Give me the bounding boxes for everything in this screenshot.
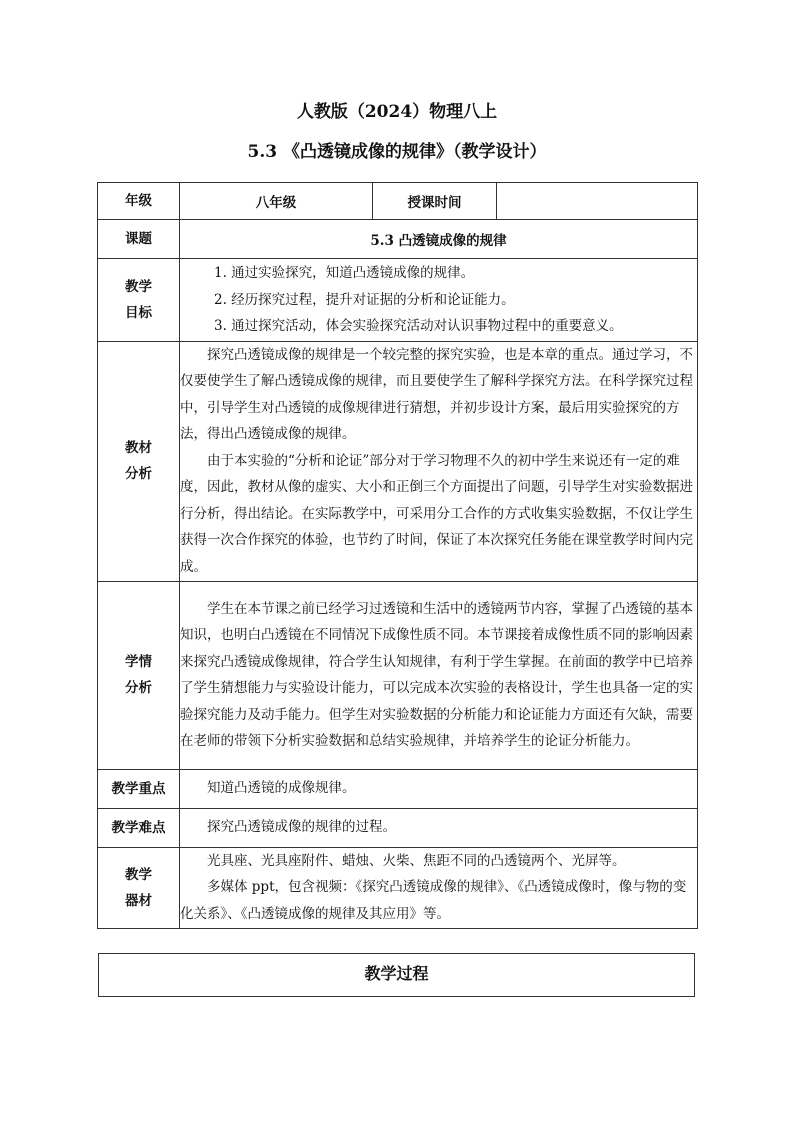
table-row bbox=[98, 769, 698, 808]
time-value bbox=[497, 183, 698, 220]
topic-value: 5.3 凸透镜成像的规律 bbox=[180, 220, 698, 259]
material-label-line: 分析 bbox=[125, 466, 152, 482]
student-paragraph: 学生在本节课之前已经学习过透镜和生活中的透镜两节内容，掌握了凸透镜的基本知识，也明白凸透镜在不同情况下成像性质不同。本节课接着成像性质不同的影响因素来探究凸透镜成像规律，符合学生认知规律，有利于学生掌握。在前面的教学中已培养了学生猜想能力与实验设计能力，可以完成本次实验的表格设计，学生也具备一定的实验探究能力及动手能力。但学生对实验数据的分析能力和论证能力方面还有欠缺，需要在老师的带领下分析实验数据和总结实验规律，并培养学生的论证分析能力。 bbox=[180, 600, 693, 749]
difficulty-cell bbox=[180, 808, 698, 847]
table-row bbox=[98, 581, 698, 769]
table-row bbox=[98, 220, 698, 259]
goals-label-line: 目标 bbox=[125, 304, 152, 321]
equipment-paragraph: 光具座、光具座附件、蜡烛、火柴、焦距不同的凸透镜两个、光屏等。 bbox=[207, 852, 626, 869]
equipment-label bbox=[98, 847, 180, 928]
equipment-cell bbox=[180, 847, 698, 928]
table-row bbox=[98, 847, 698, 928]
student-label-line: 分析 bbox=[125, 680, 152, 696]
material-label bbox=[98, 341, 180, 581]
document-subtitle: 5.3 《凸透镜成像的规律》（教学设计） bbox=[247, 142, 547, 162]
grade-label: 年级 bbox=[98, 183, 180, 220]
key-point-text: 知道凸透镜的成像规律。 bbox=[207, 780, 356, 797]
equipment-paragraph: 多媒体 ppt，包含视频：《探究凸透镜成像的规律》、《凸透镜成像时，像与物的变化关系》、《凸透镜成像的规律及其应用》等。 bbox=[180, 879, 687, 922]
table-row bbox=[98, 183, 698, 220]
difficulty-text: 探究凸透镜成像的规律的过程。 bbox=[207, 819, 396, 836]
equipment-label-line: 教学 bbox=[125, 866, 152, 883]
goal-item: 2. 经历探究过程，提升对证据的分析和论证能力。 bbox=[214, 291, 515, 308]
goals-cell bbox=[180, 259, 698, 342]
document-title: 人教版（2024）物理八上 bbox=[296, 102, 498, 122]
key-point-label: 教学重点 bbox=[98, 769, 180, 808]
teaching-process-header: 教学过程 bbox=[98, 953, 695, 997]
table-row bbox=[98, 259, 698, 342]
material-label-line: 教材 bbox=[125, 440, 152, 456]
student-label bbox=[98, 581, 180, 769]
difficulty-label: 教学难点 bbox=[98, 808, 180, 847]
material-paragraph: 由于本实验的“分析和论证”部分对于学习物理不久的初中学生来说还有一定的难度，因此，教材从像的虚实、大小和正倒三个方面提出了问题，引导学生对实验数据进行分析，得出结论。在实际教学中，可采用分工合作的方式收集实验数据，不仅让学生获得一次合作探究的体验，也节约了时间，保证了本次探究任务能在课堂教学时间内完成。 bbox=[180, 452, 693, 575]
topic-label: 课题 bbox=[98, 220, 180, 259]
table-row bbox=[98, 808, 698, 847]
grade-value: 八年级 bbox=[180, 183, 373, 220]
key-point-cell bbox=[180, 769, 698, 808]
table-row bbox=[98, 341, 698, 581]
goals-label bbox=[98, 259, 180, 342]
student-analysis-cell bbox=[180, 581, 698, 769]
material-paragraph: 探究凸透镜成像的规律是一个较完整的探究实验，也是本章的重点。通过学习，不仅要使学生了解凸透镜成像的规律，而且要使学生了解科学探究方法。在科学探究过程中，引导学生对凸透镜的成像规律进行猜想，并初步设计方案，最后用实验探究的方法，得出凸透镜成像的规律。 bbox=[180, 346, 693, 443]
equipment-label-line: 器材 bbox=[125, 892, 152, 909]
student-label-line: 学情 bbox=[125, 654, 152, 670]
lesson-info-table bbox=[97, 182, 698, 929]
goal-item: 1. 通过实验探究，知道凸透镜成像的规律。 bbox=[214, 265, 475, 281]
material-analysis-cell bbox=[180, 341, 698, 581]
goals-label-line: 教学 bbox=[125, 278, 152, 295]
goal-item: 3. 通过探究活动，体会实验探究活动对认识事物过程中的重要意义。 bbox=[214, 318, 623, 334]
time-label: 授课时间 bbox=[373, 183, 497, 220]
